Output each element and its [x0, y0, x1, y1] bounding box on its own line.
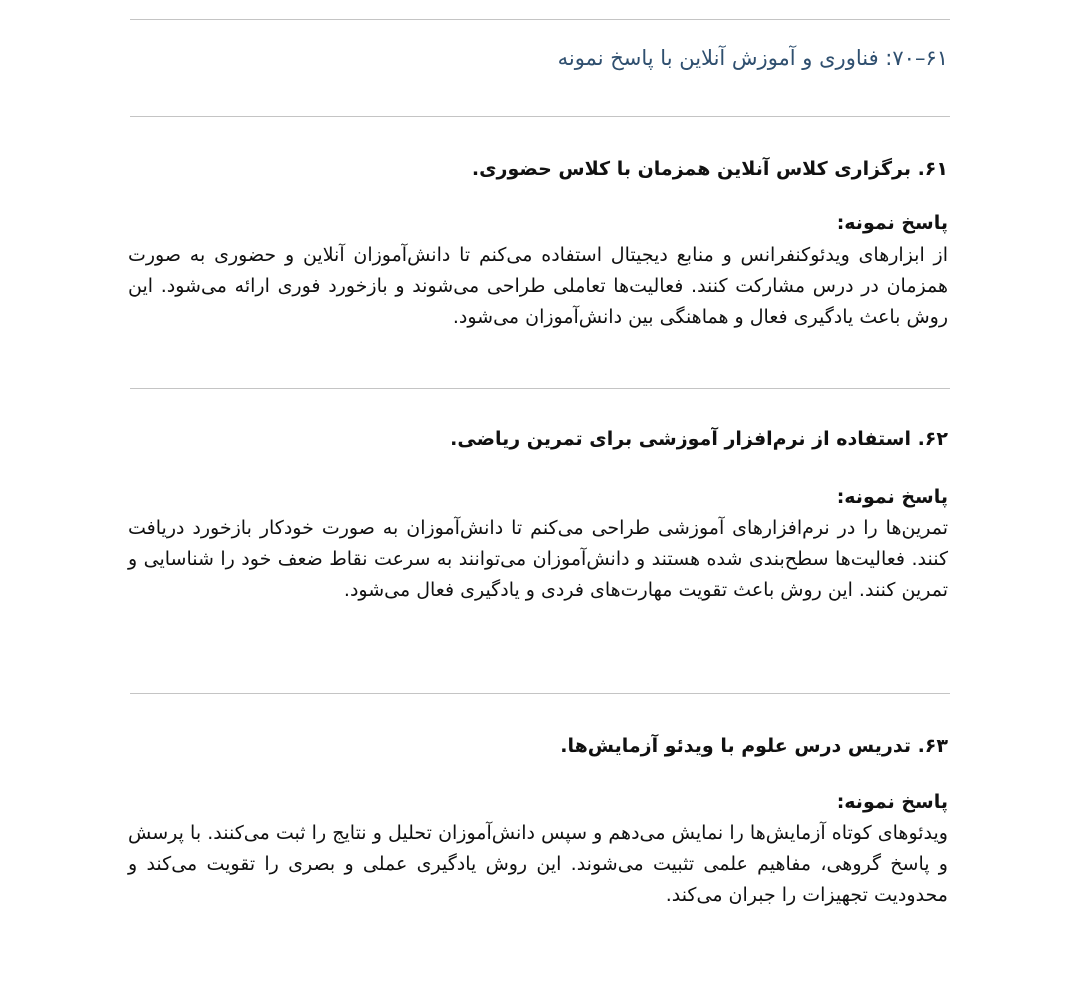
divider-top	[130, 19, 950, 20]
question-61: ۶۱. برگزاری کلاس آنلاین همزمان با کلاس حضوری.	[471, 158, 948, 180]
divider-after-title	[130, 116, 950, 117]
answer-text-62: تمرین‌ها را در نرم‌افزارهای آموزشی طراحی می‌کنم تا دانش‌آموزان به صورت خودکار بازخورد دریافت کنند. فعالیت‌ها سطح‌بندی شده هستند و دانش‌آموزان می‌توانند به سرعت نقاط ضعف خود را شناسایی و تمرین کنند. این روش باعث تقویت مهارت‌های فردی و یادگیری فعال می‌شود.	[128, 517, 948, 601]
section-title: ۶۱–۷۰: فناوری و آموزش آنلاین با پاسخ نمونه	[557, 46, 948, 70]
divider-after-61	[130, 388, 950, 389]
answer-text-63: ویدئوهای کوتاه آزمایش‌ها را نمایش می‌دهم و سپس دانش‌آموزان تحلیل و نتایج را ثبت می‌کنند. با پرسش و پاسخ گروهی، مفاهیم علمی تثبیت می‌شوند. این روش یادگیری عملی و بصری را تقویت می‌کند و محدودیت تجهیزات را جبران می‌کند.	[128, 822, 948, 906]
answer-label-62: پاسخ نمونه:	[836, 486, 948, 508]
answer-label-61: پاسخ نمونه:	[836, 212, 948, 234]
question-62: ۶۲. استفاده از نرم‌افزار آموزشی برای تمرین ریاضی.	[450, 428, 948, 450]
divider-after-62	[130, 693, 950, 694]
question-63: ۶۳. تدریس درس علوم با ویدئو آزمایش‌ها.	[560, 735, 948, 757]
answer-text-61: از ابزارهای ویدئوکنفرانس و منابع دیجیتال استفاده می‌کنم تا دانش‌آموزان آنلاین و حضوری به صورت همزمان در درس مشارکت کنند. فعالیت‌ها تعاملی طراحی می‌شوند و بازخورد فوری ارائه می‌شود. این روش باعث یادگیری فعال و هماهنگی بین دانش‌آموزان می‌شود.	[128, 244, 948, 328]
answer-label-63: پاسخ نمونه:	[836, 791, 948, 813]
